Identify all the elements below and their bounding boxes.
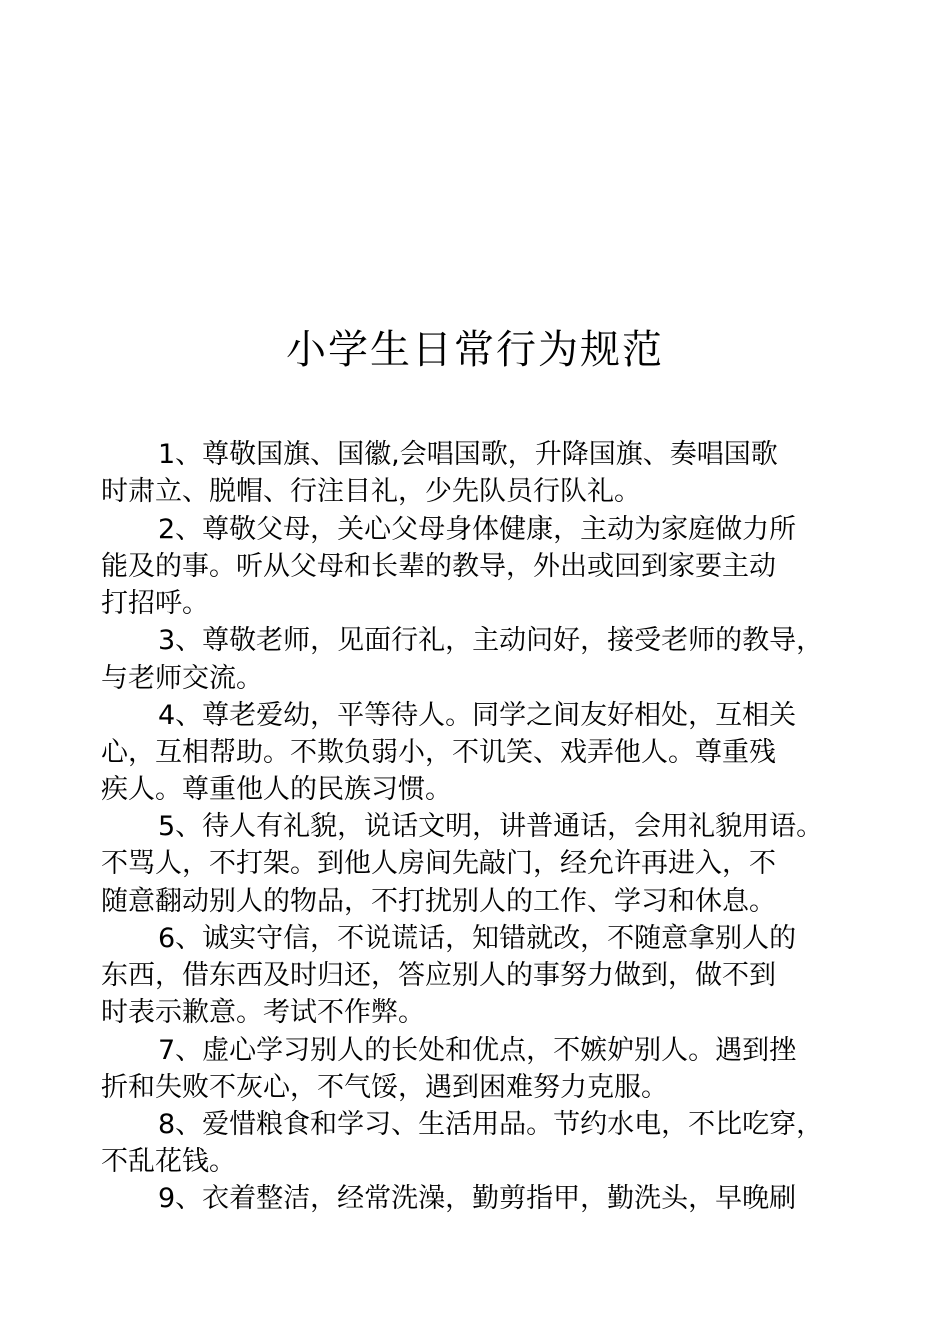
text-line-2: 时肃立、脱帽、行注目礼，少先队员行队礼。 bbox=[101, 476, 641, 507]
text-line-6: 3、尊敬老师，见面行礼，主动问好，接受老师的教导， bbox=[158, 625, 824, 656]
text-line-16: 时表示歉意。考试不作弊。 bbox=[101, 997, 425, 1028]
text-line-14: 6、诚实守信，不说谎话，知错就改，不随意拿别人的 bbox=[158, 923, 797, 954]
text-line-20: 不乱花钱。 bbox=[101, 1146, 236, 1177]
text-line-13: 随意翻动别人的物品，不打扰别人的工作、学习和休息。 bbox=[101, 886, 776, 917]
text-line-1: 1、尊敬国旗、国徽,会唱国歌，升降国旗、奏唱国歌 bbox=[158, 439, 778, 470]
text-line-8: 4、尊老爱幼，平等待人。同学之间友好相处，互相关 bbox=[158, 700, 797, 731]
text-line-3: 2、尊敬父母，关心父母身体健康，主动为家庭做力所 bbox=[158, 514, 797, 545]
text-line-10: 疾人。尊重他人的民族习惯。 bbox=[101, 774, 452, 805]
text-line-9: 心，互相帮助。不欺负弱小，不讥笑、戏弄他人。尊重残 bbox=[101, 737, 776, 768]
text-line-15: 东西，借东西及时归还，答应别人的事努力做到，做不到 bbox=[101, 960, 776, 991]
text-line-12: 不骂人，不打架。到他人房间先敲门，经允许再进入，不 bbox=[101, 848, 776, 879]
text-line-17: 7、虚心学习别人的长处和优点，不嫉妒别人。遇到挫 bbox=[158, 1035, 797, 1066]
document-title: 小学生日常行为规范 bbox=[286, 327, 664, 373]
text-line-5: 打招呼。 bbox=[101, 588, 209, 619]
text-line-18: 折和失败不灰心，不气馁，遇到困难努力克服。 bbox=[101, 1072, 668, 1103]
text-line-7: 与老师交流。 bbox=[101, 663, 263, 694]
text-line-11: 5、待人有礼貌，说话文明，讲普通话，会用礼貌用语。 bbox=[158, 811, 824, 842]
text-line-21: 9、衣着整洁，经常洗澡，勤剪指甲，勤洗头，早晚刷 bbox=[158, 1183, 797, 1214]
text-line-4: 能及的事。听从父母和长辈的教导，外出或回到家要主动 bbox=[101, 551, 776, 582]
text-line-19: 8、爱惜粮食和学习、生活用品。节约水电，不比吃穿， bbox=[158, 1109, 824, 1140]
